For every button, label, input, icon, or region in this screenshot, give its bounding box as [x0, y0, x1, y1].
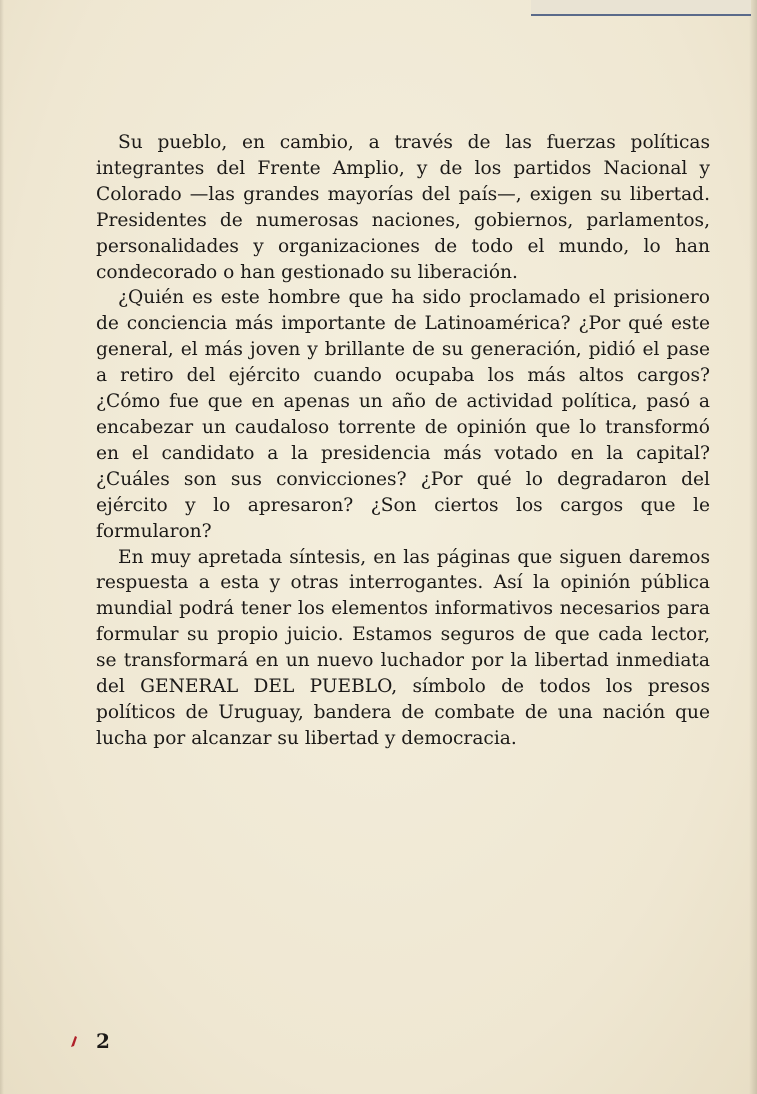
paragraph-1: Su pueblo, en cambio, a través de las fuerzas políticas integrantes del Frente Amplio, y de los partidos Nacional y Colorado —las grandes mayorías del país—, exigen su libertad. Presidentes de numerosas naciones, gobiernos, parlamentos, personalidades y organizaciones de todo el mundo, lo han condecorado o han gestionado su liberación.	[96, 132, 710, 283]
paragraph-3: En muy apretada síntesis, en las páginas que siguen daremos respuesta a esta y otras interrogantes. Así la opinión pública mundial podrá tener los elementos informativos necesarios para formular su propio juicio. Estamos seguros de que cada lector, se transformará en un nuevo luchador por la libertad inmediata del GENERAL DEL PUEBLO, símbolo de todos los presos políticos de Uruguay, bandera de combate de una nación que lucha por alcanzar su libertad y democracia.	[96, 546, 710, 749]
red-ink-mark-icon	[68, 1033, 80, 1049]
paragraph-2: ¿Quién es este hombre que ha sido proclamado el prisionero de conciencia más importante de Latinoamérica? ¿Por qué este general, el más joven y brillante de su generación, pidió el pase a retiro del ejército cuando ocupaba los más altos cargos? ¿Cómo fue que en apenas un año de actividad política, pasó a encabezar un caudaloso torrente de opinión que lo transformó en el candidato a la presidencia más votado en la capital? ¿Cuáles son sus convicciones? ¿Por qué lo degradaron del ejército y lo apresaron? ¿Son ciertos los cargos que le formularon?	[96, 287, 710, 542]
body-text	[96, 130, 710, 752]
page-right-edge	[749, 0, 757, 1094]
page-number: 2	[96, 1029, 110, 1053]
page-top-tab	[531, 0, 751, 16]
page-left-edge	[0, 0, 4, 1094]
